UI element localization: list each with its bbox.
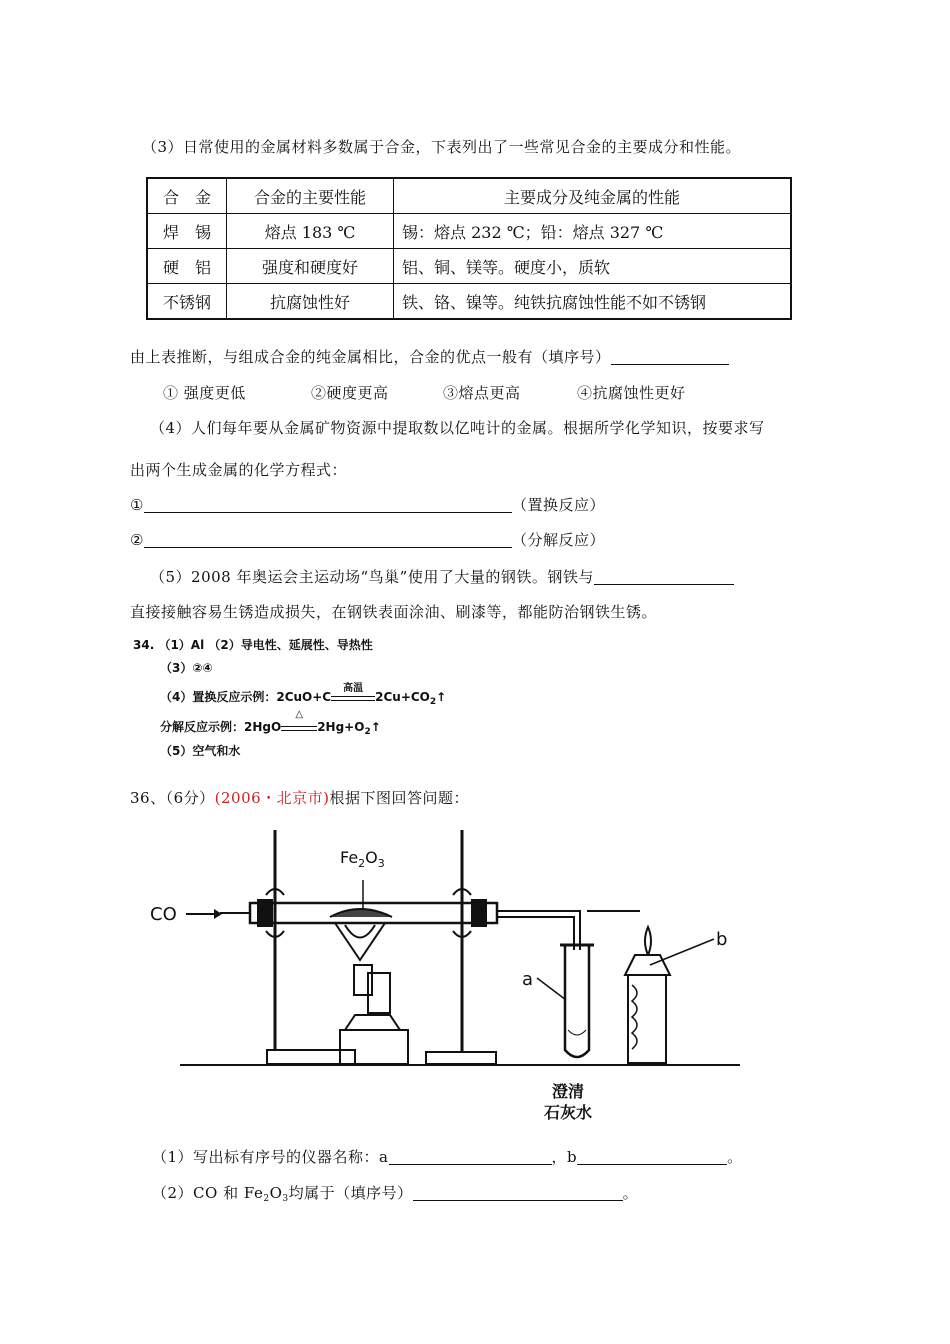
table-cell: 锡：熔点 232 ℃；铅：熔点 327 ℃ [394, 214, 792, 249]
fe2o3-fe: Fe [340, 848, 359, 867]
q3-question-text: 由上表推断，与组成合金的纯金属相比，合金的优点一般有（填序号） [130, 348, 611, 366]
left-stand-base [267, 1050, 355, 1064]
test-tube [565, 945, 589, 1057]
answer-blank[interactable] [611, 349, 729, 365]
q36-1-end: 。 [727, 1148, 743, 1166]
reaction-condition [331, 683, 375, 701]
q5-text: （5）2008 年奥运会主运动场“鸟巢”使用了大量的钢铁。钢铁与 [150, 568, 594, 586]
apparatus-diagram [140, 825, 770, 1125]
label-b: b [716, 929, 728, 950]
table-cell: 铁、铬、镍等。纯铁抗腐蚀性能不如不锈钢 [394, 284, 792, 320]
table-header: 主要成分及纯金属的性能 [394, 178, 792, 214]
answer-line [160, 709, 381, 737]
fe2o3-label [340, 848, 385, 870]
table-header: 合金的主要性能 [227, 178, 394, 214]
table-cell: 硬 铝 [147, 249, 227, 284]
q3-option: ④抗腐蚀性更好 [577, 384, 686, 402]
item-number: ② [130, 531, 144, 549]
answer-number: 34. [133, 638, 155, 652]
q3-option: ②硬度更高 [311, 384, 389, 402]
table-header: 合 金 [147, 178, 227, 214]
subscript: 2 [429, 697, 437, 707]
lamp-texture [632, 985, 637, 1049]
q5-line2: 直接接触容易生锈造成损失，在钢铁表面涂油、刷漆等，都能防治钢铁生锈。 [130, 603, 658, 621]
answer-text: 分解反应示例：2HgO [160, 720, 282, 734]
q36-2 [152, 1182, 638, 1204]
table-cell: 强度和硬度好 [227, 249, 394, 284]
answer-line [160, 683, 447, 707]
subscript: 3 [282, 1194, 289, 1204]
table-row [147, 249, 791, 284]
gas-arrow: ↑ [436, 690, 447, 704]
item-number: ① [130, 496, 144, 514]
q36-2-end: 。 [622, 1184, 639, 1202]
answer-text: （4）置换反应示例：2CuO+C [160, 690, 332, 704]
item-note: （置换反应） [511, 496, 605, 514]
q3-option: ③熔点更高 [443, 384, 521, 402]
gas-arrow: ↑ [370, 720, 381, 734]
left-stopper [258, 900, 272, 926]
item-note: （分解反应） [511, 531, 605, 549]
q36-2-text: （2）CO 和 Fe [152, 1184, 264, 1202]
q4-line1: （4）人们每年要从金属矿物资源中提取数以亿吨计的金属。根据所学化学知识，按要求写 [150, 419, 765, 437]
lamp-top [625, 955, 670, 975]
answer-line: （5）空气和水 [160, 744, 241, 758]
q3-option: ① 强度更低 [163, 384, 246, 402]
lamp-flame [645, 927, 651, 955]
q36-2-suffix: 均属于（填序号） [288, 1184, 413, 1202]
q3-question [130, 346, 729, 367]
subscript: 2 [364, 727, 371, 737]
answer-blank[interactable] [594, 569, 734, 585]
equals-sign [331, 696, 375, 701]
right-stand-base [426, 1052, 496, 1064]
table-row [147, 284, 791, 320]
q4-item2 [130, 529, 605, 550]
table-cell: 抗腐蚀性好 [227, 284, 394, 320]
table-cell: 焊 锡 [147, 214, 227, 249]
answer-line: （3）②④ [160, 661, 213, 675]
answer-text: （1）Al （2）导电性、延展性、导热性 [158, 638, 373, 652]
limewater-label-2: 石灰水 [544, 1103, 593, 1122]
q36-1 [152, 1146, 743, 1167]
flame [345, 925, 375, 938]
table-cell: 不锈钢 [147, 284, 227, 320]
table-row [147, 214, 791, 249]
answer-line [133, 636, 373, 653]
condition-text: 高温 [343, 683, 364, 694]
table-header-row [147, 178, 791, 214]
subscript: 2 [263, 1194, 270, 1204]
q36-title [130, 787, 469, 808]
co-arrowhead [214, 909, 222, 919]
condition-text: △ [295, 709, 304, 720]
reaction-condition [281, 709, 317, 731]
answer-blank[interactable] [413, 1185, 623, 1201]
table-cell: 熔点 183 ℃ [227, 214, 394, 249]
pointer-a [537, 978, 566, 1000]
q4-item1 [130, 494, 605, 515]
q36-source: (2006・北京市) [214, 789, 330, 807]
blank-b[interactable] [577, 1149, 727, 1165]
answer-text: 2Hg+O [317, 720, 365, 734]
burner-neck [345, 1015, 400, 1030]
table-cell: 铝、铜、镁等。硬度小，质软 [394, 249, 792, 284]
flame-guard [335, 923, 385, 960]
q36-1-mid: ，b [551, 1148, 578, 1166]
label-a: a [522, 969, 534, 990]
fe2o3-o: O [365, 848, 378, 867]
pointer-b [650, 939, 714, 965]
right-stopper [472, 900, 486, 926]
equation-blank[interactable] [144, 497, 512, 513]
q36-1-text: （1）写出标有序号的仪器名称：a [152, 1148, 389, 1166]
q3-intro: （3）日常使用的金属材料多数属于合金，下表列出了一些常见合金的主要成分和性能。 [142, 138, 742, 156]
blank-a[interactable] [389, 1149, 552, 1165]
burner-base [340, 1030, 408, 1064]
q36-number: 36、（6分） [130, 789, 215, 807]
equals-sign [281, 726, 317, 731]
fe2o3-powder [330, 909, 392, 917]
fe2o3-sub2: 3 [377, 857, 385, 870]
equation-blank[interactable] [144, 532, 512, 548]
q4-line2: 出两个生成金属的化学方程式： [130, 461, 348, 479]
q5-line1 [150, 566, 734, 587]
limewater [568, 1030, 586, 1035]
co-label: CO [150, 904, 177, 925]
answer-text: 2Cu+CO [375, 690, 430, 704]
alloy-table [146, 177, 792, 320]
q36-text: 根据下图回答问题： [329, 789, 470, 807]
q36-2-o: O [269, 1184, 283, 1202]
fe2o3-sub1: 2 [358, 857, 366, 870]
burner-top [354, 965, 372, 995]
limewater-label-1: 澄清 [552, 1082, 585, 1101]
